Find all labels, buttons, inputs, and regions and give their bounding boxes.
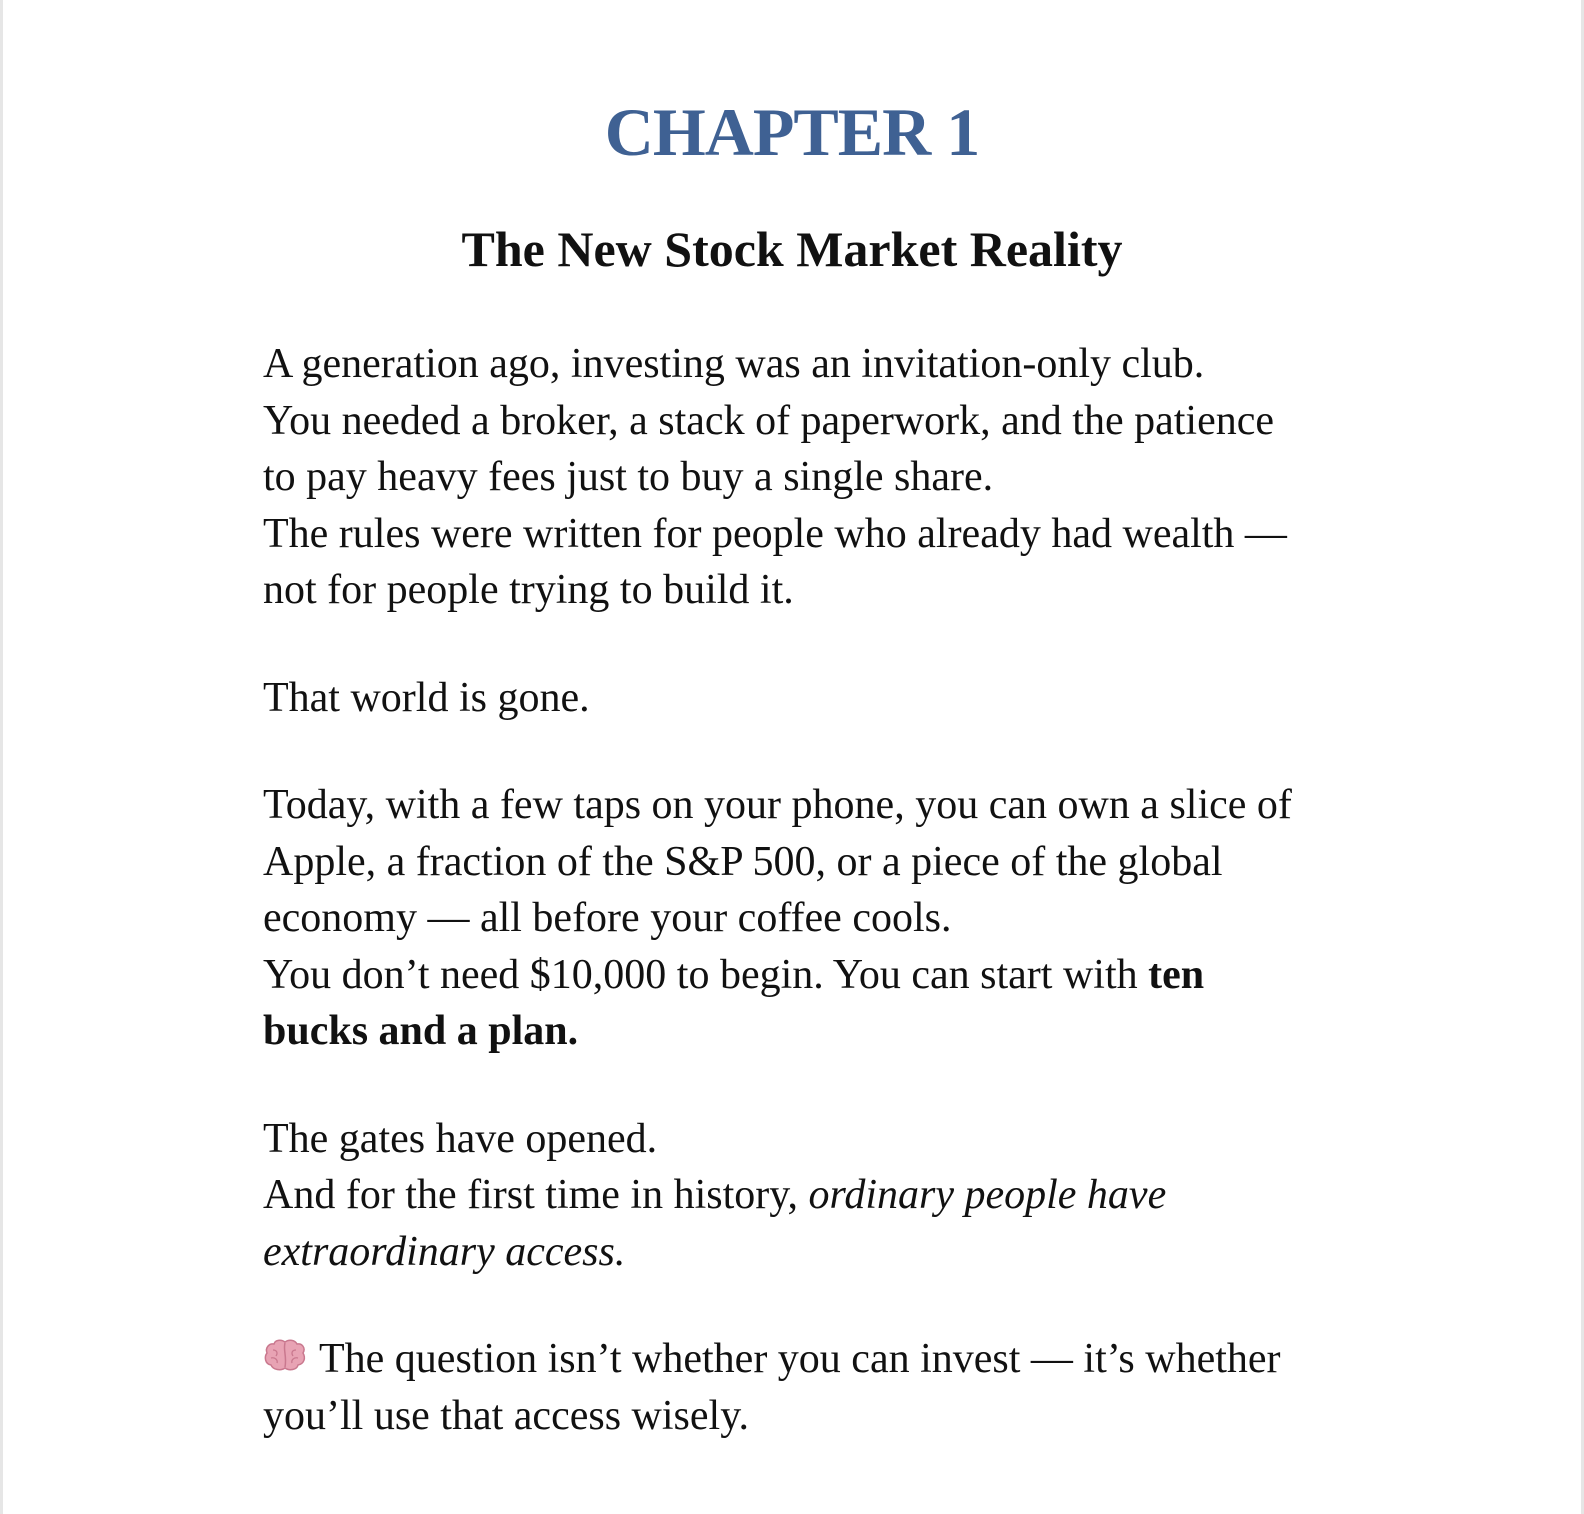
chapter-body bbox=[263, 336, 1343, 1495]
paragraph-intro bbox=[263, 336, 1343, 619]
text-line: Apple, a fraction of the S&P 500, or a piece of the global bbox=[263, 838, 1223, 885]
paragraph-world-gone bbox=[263, 670, 1343, 727]
paragraph-question bbox=[263, 1331, 1343, 1444]
text-run: You don’t need $10,000 to begin. You can start with bbox=[263, 951, 1149, 998]
text-line: not for people trying to build it. bbox=[263, 567, 794, 613]
bold-emphasis: ten bbox=[1148, 951, 1205, 998]
italic-emphasis-line: extraordinary access. bbox=[263, 1228, 626, 1275]
text-run: The question isn’t whether you can invest — it’s whether bbox=[319, 1336, 1281, 1382]
chapter-heading: CHAPTER 1 bbox=[604, 94, 980, 170]
text-line: to pay heavy fees just to buy a single share. bbox=[263, 454, 994, 500]
bold-emphasis-line: bucks and a plan. bbox=[263, 1008, 579, 1054]
text-line: A generation ago, investing was an invitation-only club. bbox=[263, 341, 1205, 387]
text-line: The rules were written for people who already had wealth — bbox=[263, 510, 1287, 557]
text-line: Today, with a few taps on your phone, you can own a slice of bbox=[263, 782, 1292, 828]
text-line: You needed a broker, a stack of paperwork, and the patience bbox=[263, 397, 1274, 444]
text-line bbox=[263, 1331, 1343, 1388]
chapter-subtitle: The New Stock Market Reality bbox=[461, 221, 1123, 277]
text-line bbox=[263, 1167, 1343, 1224]
text-line: economy — all before your coffee cools. bbox=[263, 895, 952, 941]
text-line: you’ll use that access wisely. bbox=[263, 1392, 749, 1439]
text-line bbox=[263, 947, 1343, 1004]
text-line: The gates have opened. bbox=[263, 1115, 658, 1162]
paragraph-today bbox=[263, 777, 1343, 1060]
paragraph-gates bbox=[263, 1111, 1343, 1281]
text-line: That world is gone. bbox=[263, 674, 590, 721]
italic-emphasis: ordinary people have bbox=[808, 1172, 1167, 1218]
brain-icon bbox=[263, 1338, 307, 1374]
text-run: And for the first time in history, bbox=[263, 1172, 809, 1218]
